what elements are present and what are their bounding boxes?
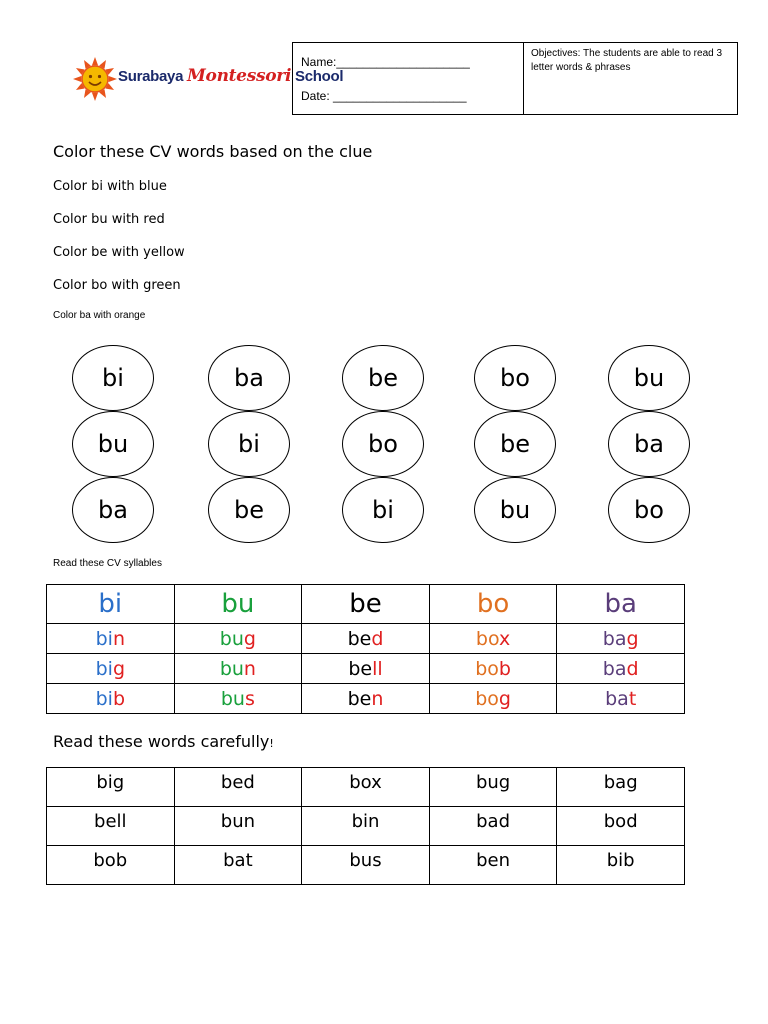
word-cell xyxy=(557,768,685,807)
word-cell xyxy=(429,807,557,846)
table-row xyxy=(47,768,685,807)
word-stem: bi xyxy=(95,627,113,650)
brand-word-surabaya: Surabaya xyxy=(118,68,184,85)
syllable-word xyxy=(302,654,430,684)
syllable-word xyxy=(174,624,302,654)
word-stem: bu xyxy=(219,657,244,680)
table-row xyxy=(47,846,685,885)
word-ending: n xyxy=(243,657,256,680)
word: bod xyxy=(603,811,638,832)
syllable-circle[interactable]: ba xyxy=(208,345,290,411)
word-cell xyxy=(174,807,302,846)
word-stem: bo xyxy=(475,627,499,650)
word-cell xyxy=(174,846,302,885)
word: big xyxy=(96,772,125,793)
word-cell xyxy=(429,846,557,885)
word-cell xyxy=(302,768,430,807)
syllable-circle[interactable]: bi xyxy=(208,411,290,477)
word-cell xyxy=(429,768,557,807)
syllables-label: Read these CV syllables xyxy=(53,558,162,569)
word: bed xyxy=(220,772,255,793)
header-divider xyxy=(523,43,524,114)
instruction-line: Color bu with red xyxy=(53,212,165,227)
word: bin xyxy=(351,811,380,832)
word-ending: s xyxy=(244,687,255,710)
word-stem: be xyxy=(347,687,372,710)
syllables-table xyxy=(46,584,685,714)
word-cell xyxy=(174,768,302,807)
words-table xyxy=(46,767,685,885)
objectives-text: Objectives: The students are able to read 3 letter words & phrases xyxy=(531,48,723,73)
syllable-header: bo xyxy=(429,585,557,624)
word-cell xyxy=(302,846,430,885)
word-stem: bu xyxy=(219,627,244,650)
word-stem: ba xyxy=(605,687,629,710)
school-logo xyxy=(72,56,344,106)
syllable-header: be xyxy=(302,585,430,624)
syllable-word xyxy=(557,624,685,654)
word-stem: bo xyxy=(475,657,499,680)
word: bob xyxy=(93,850,128,871)
syllable-circle[interactable]: ba xyxy=(72,477,154,543)
syllable-header: ba xyxy=(557,585,685,624)
word: bib xyxy=(606,850,635,871)
word: bat xyxy=(223,850,253,871)
word-ending: n xyxy=(371,687,384,710)
brand-word-montessori: Montessori xyxy=(187,66,292,86)
syllable-circle[interactable]: bo xyxy=(608,477,690,543)
word-ending: ll xyxy=(372,657,383,680)
date-field[interactable]: Date: ____________________ xyxy=(301,89,467,103)
word-stem: bu xyxy=(220,687,245,710)
word-cell xyxy=(302,807,430,846)
syllable-header: bi xyxy=(47,585,175,624)
word-ending: t xyxy=(628,687,637,710)
syllable-header: bu xyxy=(174,585,302,624)
word-ending: g xyxy=(112,657,125,680)
word-ending: d xyxy=(371,627,384,650)
word-stem: be xyxy=(347,627,372,650)
table-row xyxy=(47,684,685,714)
word-stem: bi xyxy=(95,687,113,710)
word-stem: bi xyxy=(95,657,113,680)
word-ending: x xyxy=(499,627,511,650)
syllable-word xyxy=(302,624,430,654)
word: bus xyxy=(349,850,382,871)
words-title-mark: ! xyxy=(269,737,274,750)
syllable-word xyxy=(47,624,175,654)
sun-ray xyxy=(73,76,81,82)
word-stem: be xyxy=(348,657,373,680)
word-stem: ba xyxy=(602,657,627,680)
syllable-word xyxy=(174,654,302,684)
word: bad xyxy=(476,811,511,832)
syllable-word xyxy=(174,684,302,714)
sun-icon xyxy=(72,56,118,102)
word: bell xyxy=(94,811,127,832)
word: ben xyxy=(476,850,511,871)
syllable-word xyxy=(47,654,175,684)
syllable-circle[interactable]: bu xyxy=(72,411,154,477)
instruction-line: Color bi with blue xyxy=(53,179,167,194)
syllable-circle[interactable]: be xyxy=(208,477,290,543)
word: bun xyxy=(220,811,256,832)
sun-ray xyxy=(109,76,117,82)
words-title xyxy=(53,732,274,751)
syllable-circle[interactable]: bu xyxy=(608,345,690,411)
syllable-circle[interactable]: bo xyxy=(474,345,556,411)
word-ending: n xyxy=(112,627,125,650)
word: box xyxy=(349,772,382,793)
word: bag xyxy=(603,772,638,793)
instruction-line-small: Color ba with orange xyxy=(53,310,146,321)
word-cell xyxy=(557,846,685,885)
words-title-text: Read these words carefully xyxy=(53,732,270,751)
syllable-circle[interactable]: ba xyxy=(608,411,690,477)
syllable-word xyxy=(429,654,557,684)
sun-ray xyxy=(92,93,98,101)
word-ending: d xyxy=(626,657,639,680)
name-field[interactable]: Name:____________________ xyxy=(301,55,470,69)
brand-word-school: School xyxy=(294,68,344,85)
word-cell xyxy=(47,807,175,846)
syllable-word xyxy=(47,684,175,714)
word-cell xyxy=(557,807,685,846)
sun-ray xyxy=(92,57,98,65)
table-row xyxy=(47,585,685,624)
syllable-word xyxy=(557,654,685,684)
word-cell xyxy=(47,768,175,807)
student-info-box xyxy=(292,42,738,115)
table-row xyxy=(47,807,685,846)
syllable-circle[interactable]: be xyxy=(474,411,556,477)
word-ending: g xyxy=(498,687,511,710)
syllable-word xyxy=(557,684,685,714)
word-stem: bo xyxy=(475,687,499,710)
instruction-line: Color bo with green xyxy=(53,278,181,293)
word-stem: ba xyxy=(602,627,627,650)
syllable-word xyxy=(302,684,430,714)
word-ending: g xyxy=(626,627,639,650)
syllable-circle[interactable]: bo xyxy=(342,411,424,477)
syllable-circle[interactable]: bi xyxy=(72,345,154,411)
instruction-line: Color be with yellow xyxy=(53,245,185,260)
table-row xyxy=(47,624,685,654)
word-ending: b xyxy=(498,657,511,680)
syllable-circle[interactable]: bu xyxy=(474,477,556,543)
table-row xyxy=(47,654,685,684)
word: bug xyxy=(475,772,511,793)
syllable-word xyxy=(429,684,557,714)
word-ending: b xyxy=(112,687,125,710)
word-ending: g xyxy=(243,627,256,650)
syllable-word xyxy=(429,624,557,654)
syllable-circle[interactable]: bi xyxy=(342,477,424,543)
instructions-title: Color these CV words based on the clue xyxy=(53,142,373,161)
word-cell xyxy=(47,846,175,885)
syllable-circle[interactable]: be xyxy=(342,345,424,411)
